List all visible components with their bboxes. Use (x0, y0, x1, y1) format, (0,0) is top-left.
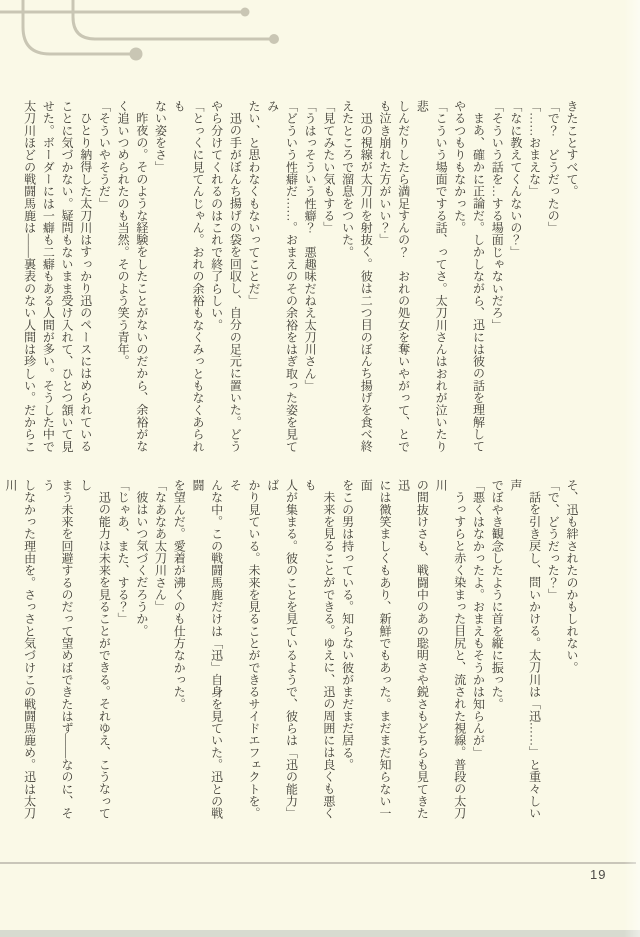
text-line (0, 479, 1, 829)
text-line: 「そういう話を…する場面じゃないだろ」 (490, 100, 505, 331)
text-line: 未来を見ることができる。ゆえに、迅の周囲には良くも悪くも (303, 479, 336, 820)
text-line: まう未来を回避するのだって望めばできたはず――なのに、そう (41, 479, 75, 820)
text-line: 「こういう場面でする話、ってさ。太刀川さんはおれが泣いたり悲 (415, 100, 449, 453)
text-line: 「で？ どうだったの」 (546, 100, 561, 234)
text-line: 彼はいつ気づくだろうか。 (134, 491, 149, 637)
text-line: 「うはっそういう性癖？ 悪趣味だねえ太刀川さん」 (303, 100, 318, 392)
text-line: やるつもりもなかった。 (452, 100, 467, 234)
text-line: 「どういう性癖だ……。おまえのその余裕をはぎ取った姿を見てみ (265, 100, 299, 453)
text-line: かり見ている。未来を見ることができるサイドエフェクトを。そ (228, 479, 262, 820)
text-line: 「なあなあ太刀川さん」 (153, 479, 168, 613)
text-line: せた。ボーダーには一癖も二癖もある人間が多い。そうした中で (41, 100, 56, 453)
text-line: 「……おまえな」 (527, 100, 542, 198)
text-line: も泣き崩れた方がいい？」 (377, 100, 392, 246)
text-line: をこの男は持っている。知らない彼がまだまだ居る。 (340, 479, 355, 771)
text-line: そ、迅も絆されたのかもしれない。 (565, 479, 579, 674)
text-line: まあ、確かに正論だ。しかしながら、迅には彼の話を理解して (471, 112, 486, 453)
text-line: 「見てみたい気もする」 (321, 100, 336, 234)
text-line: 「じゃあ、また、する？」 (116, 479, 131, 625)
deco-dot-top (241, 8, 250, 17)
text-line: 「そういやそうだ」 (97, 100, 112, 210)
text-line: きたことすべて。 (565, 100, 579, 198)
text-line: 「なに教えてくんないの？」 (508, 100, 523, 258)
text-line: うっすらと赤く染まった目尻と、流された視線。普段の太刀川 (434, 479, 467, 820)
footer-rule (0, 862, 636, 864)
text-line: 太刀川ほどの戦闘馬鹿は――裏表のない人間は珍しい。だからこ (22, 100, 37, 453)
page-number-label: 19 (590, 867, 607, 882)
text-line: 迅の手がぼんち揚げの袋を回収し、自分の足元に置いた。どう (228, 112, 243, 453)
deco-dot-bottom (130, 48, 143, 61)
text-line: んな中。この戦闘馬鹿だけは「迅」自身を見ていた。迅との戦闘 (190, 479, 224, 820)
text-line: の間抜けさも、戦闘中のあの聡明さや鋭さもどちらも見てきた迅 (396, 479, 430, 820)
text-line: やら分けてくれるのはこれで終了らしい。 (209, 100, 224, 331)
corner-lines-decoration (0, 0, 300, 75)
text-line: く追いつめられたのも当然。そのよう笑う青年。 (116, 100, 131, 368)
text-line: 「とっくに見てんじゃん。おれの余裕もなくみっともなくあられも (172, 100, 205, 453)
upper-text-section (20, 100, 581, 464)
text-line: しなかった理由を。さっさと気づけこの戦闘馬鹿め。迅は太刀川 (3, 479, 37, 820)
page-right-edge-highlight (624, 0, 640, 937)
text-line: ことに気づかない。疑問もないまま受け入れて、ひとつ頷いて見 (60, 100, 75, 453)
text-line: を望んだ。愛着が沸くのも仕方なかった。 (172, 479, 187, 710)
text-line: 人が集まる。彼のことを見ているようで、彼らは「迅の能力」ば (265, 479, 299, 820)
text-line: 話を引き戻し、問いかける。太刀川は「迅……」と重々しい声 (508, 479, 542, 820)
lower-text-section (0, 479, 581, 829)
text-line: えたところで溜息をついた。 (340, 100, 355, 258)
text-line: 「で、どうだった？」 (546, 479, 561, 601)
text-line: しんだりしたら満足すんの？ おれの処女を奪いやがって、とで (396, 100, 411, 453)
text-line: 「悪くはなかったよ。おまえもそうかは知らんが」 (471, 479, 486, 759)
deco-dot-middle (269, 34, 279, 44)
text-line: でぼやき観念したように首を縦に振った。 (490, 479, 505, 710)
text-line: 昨夜の。そのような経験をしたことがないのだから、余裕がな (134, 112, 149, 453)
text-line: ひとり納得した太刀川はすっかり迅のペースにはめられている (78, 112, 93, 453)
text-line: たい、と思わなくもないってことだ」 (247, 100, 262, 307)
text-line: 迅の視線が太刀川を射抜く。彼は二つ目のぼんち揚げを食べ終 (359, 112, 374, 453)
page-bottom-edge (0, 930, 640, 937)
deco-line-middle (73, 0, 270, 39)
text-line: 迅の能力は未来を見ることができる。それゆえ、こうなってし (78, 479, 112, 820)
deco-line-bottom (23, 0, 130, 54)
text-line: には微笑ましくもあり、新鮮でもあった。まだまだ知らない一面 (359, 479, 392, 820)
text-line: ない姿をさ」 (153, 100, 168, 173)
